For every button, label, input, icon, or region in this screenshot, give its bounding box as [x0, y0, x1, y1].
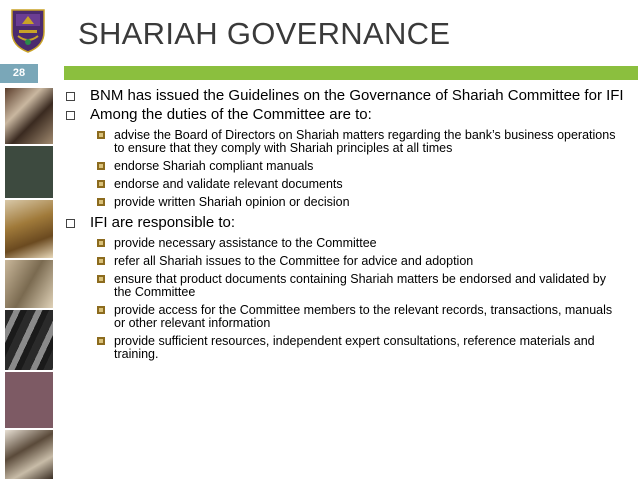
hollow-square-bullet-icon: [66, 111, 75, 120]
sub-bullet-point: [66, 304, 626, 330]
sub-bullet-text: provide access for the Committee members to the relevant records, transactions, manuals or other relevant information: [114, 303, 613, 330]
bullet-point: [66, 107, 626, 123]
square-bullet-icon: [97, 162, 105, 170]
slide-number: 28: [0, 64, 38, 83]
sub-bullet-point: [66, 160, 626, 173]
page-title: SHARIAH GOVERNANCE: [78, 16, 451, 51]
sub-bullet-point: [66, 196, 626, 209]
bullet-point: [66, 88, 626, 104]
sub-bullet-point: [66, 335, 626, 361]
sub-bullet-point: [66, 237, 626, 250]
bullet-point: [66, 215, 626, 231]
photo-tile-dark-green: [5, 146, 53, 198]
bullet-text: IFI are responsible to:: [90, 214, 236, 231]
sub-bullet-point: [66, 255, 626, 268]
photo-tile-pen: [5, 260, 53, 308]
university-crest-logo: [10, 6, 46, 54]
square-bullet-icon: [97, 131, 105, 139]
photo-tile-open-book: [5, 200, 53, 258]
sub-bullet-point: [66, 178, 626, 191]
sub-bullet-text: provide sufficient resources, independent expert consultations, reference materials and training.: [114, 334, 595, 361]
square-bullet-icon: [97, 180, 105, 188]
sub-bullet-text: endorse and validate relevant documents: [114, 177, 343, 191]
square-bullet-icon: [97, 337, 105, 345]
square-bullet-icon: [97, 306, 105, 314]
photo-tile-books: [5, 88, 53, 144]
hollow-square-bullet-icon: [66, 92, 75, 101]
bullet-text: Among the duties of the Committee are to:: [90, 106, 372, 123]
sub-bullet-point: [66, 273, 626, 299]
sub-bullet-text: provide necessary assistance to the Committee: [114, 236, 377, 250]
square-bullet-icon: [97, 239, 105, 247]
photo-tile-dark-pattern: [5, 310, 53, 370]
sub-bullet-text: advise the Board of Directors on Shariah matters regarding the bank’s business operations to ensure that they comply with Shariah principles at all times: [114, 128, 616, 155]
sub-bullet-text: ensure that product documents containing Shariah matters be endorsed and validated by the Committee: [114, 272, 606, 299]
sub-bullet-text: provide written Shariah opinion or decision: [114, 195, 350, 209]
square-bullet-icon: [97, 198, 105, 206]
decorative-photo-strip: [5, 88, 53, 479]
sub-bullet-text: refer all Shariah issues to the Committee for advice and adoption: [114, 254, 474, 268]
hollow-square-bullet-icon: [66, 219, 75, 228]
square-bullet-icon: [97, 257, 105, 265]
bullet-text: BNM has issued the Guidelines on the Governance of Shariah Committee for IFI: [90, 87, 624, 104]
square-bullet-icon: [97, 275, 105, 283]
sub-bullet-point: [66, 129, 626, 155]
photo-tile-glasses: [5, 430, 53, 479]
slide-content: [66, 88, 626, 366]
photo-tile-mauve: [5, 372, 53, 428]
sub-bullet-text: endorse Shariah compliant manuals: [114, 159, 314, 173]
accent-bar: [64, 66, 638, 80]
